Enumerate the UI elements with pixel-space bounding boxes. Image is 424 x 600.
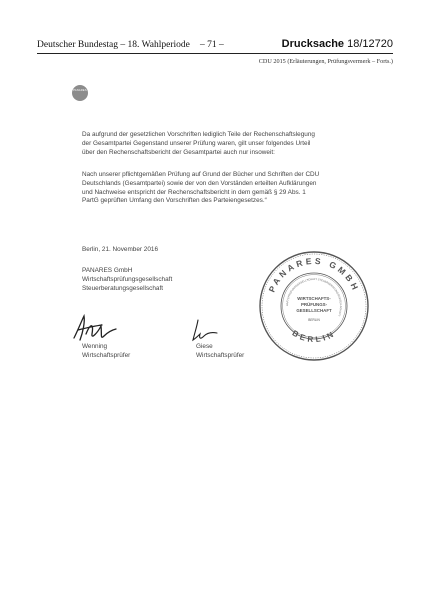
paragraph-line: PartG geprüften Umfang den Vorschriften des Parteiengesetzes.“ <box>82 197 267 205</box>
signer-giese <box>196 343 244 361</box>
header-doc-number: 18/12720 <box>347 38 393 50</box>
seal-ring-text: HAFTSPRÜFUNGSGESELLSCHAFT STEUERBERATUNGSGESELLSCHAFT <box>285 277 343 317</box>
seal-top-text: PANARES GMBH <box>266 255 362 294</box>
paragraph-line: der Gesamtpartei Gegenstand unserer Prüfung waren, gilt unser folgendes Urteil <box>82 139 311 147</box>
firm-name: PANARES GmbH <box>82 267 133 274</box>
seal-center-line-2: PRÜFUNGS- <box>300 302 328 307</box>
svg-text:PANARES GMBH <box>267 256 362 294</box>
firm-line-2: Wirtschaftsprüfungsgesellschaft <box>82 275 173 283</box>
place-date-text: Berlin, 21. November 2016 <box>82 246 159 253</box>
company-seal <box>258 250 370 362</box>
header-document-number <box>282 38 393 50</box>
signer-name: Giese <box>196 343 213 350</box>
logo-text: PANARES <box>73 89 87 92</box>
seal-bottom-text: BERLIN <box>290 328 338 345</box>
seal-center-small: BERLIN <box>308 318 320 322</box>
paragraph-line: Da aufgrund der gesetzlichen Vorschriften lediglich Teile der Rechenschaftslegung <box>82 131 315 138</box>
paragraph-scope <box>82 131 315 157</box>
signature-wenning <box>68 312 120 346</box>
paragraph-opinion <box>82 171 319 206</box>
signer-title: Wirtschaftsprüfer <box>196 351 245 359</box>
firm-block <box>82 267 172 293</box>
seal-center-line-1: WIRTSCHAFTS- <box>297 296 331 301</box>
firm-line-3: Steuerberatungsgesellschaft <box>82 284 164 292</box>
header-rule <box>37 53 393 54</box>
svg-text:BERLIN <box>291 329 338 345</box>
page-header <box>37 39 393 53</box>
paragraph-line: über den Rechenschaftsbericht der Gesamtpartei auch nur insoweit: <box>82 148 275 156</box>
place-date <box>82 246 158 255</box>
section-subheader: CDU 2015 (Erläuterungen, Prüfungsvermerk – Forts.) <box>258 58 393 65</box>
header-publication: Deutscher Bundestag – 18. Wahlperiode <box>37 40 190 50</box>
paragraph-line: Nach unserer pflichtgemäßen Prüfung auf Grund der Bücher und Schriften der CDU <box>82 171 320 178</box>
signature-giese <box>190 318 220 344</box>
signer-name: Wenning <box>82 343 108 350</box>
signer-wenning <box>82 343 130 361</box>
seal-center-line-3: GESELLSCHAFT <box>296 308 332 313</box>
paragraph-line: und Nachweise entspricht der Rechenschaftsbericht in dem gemäß § 29 Abs. 1 <box>82 188 306 196</box>
signer-title: Wirtschaftsprüfer <box>82 351 131 359</box>
header-page-number: – 71 – <box>200 40 224 50</box>
header-doc-label: Drucksache <box>281 38 345 50</box>
paragraph-line: Deutschlands (Gesamtpartei) sowie der von den Vorständen erteilten Aufklärungen <box>82 179 317 187</box>
panares-logo <box>72 85 88 101</box>
